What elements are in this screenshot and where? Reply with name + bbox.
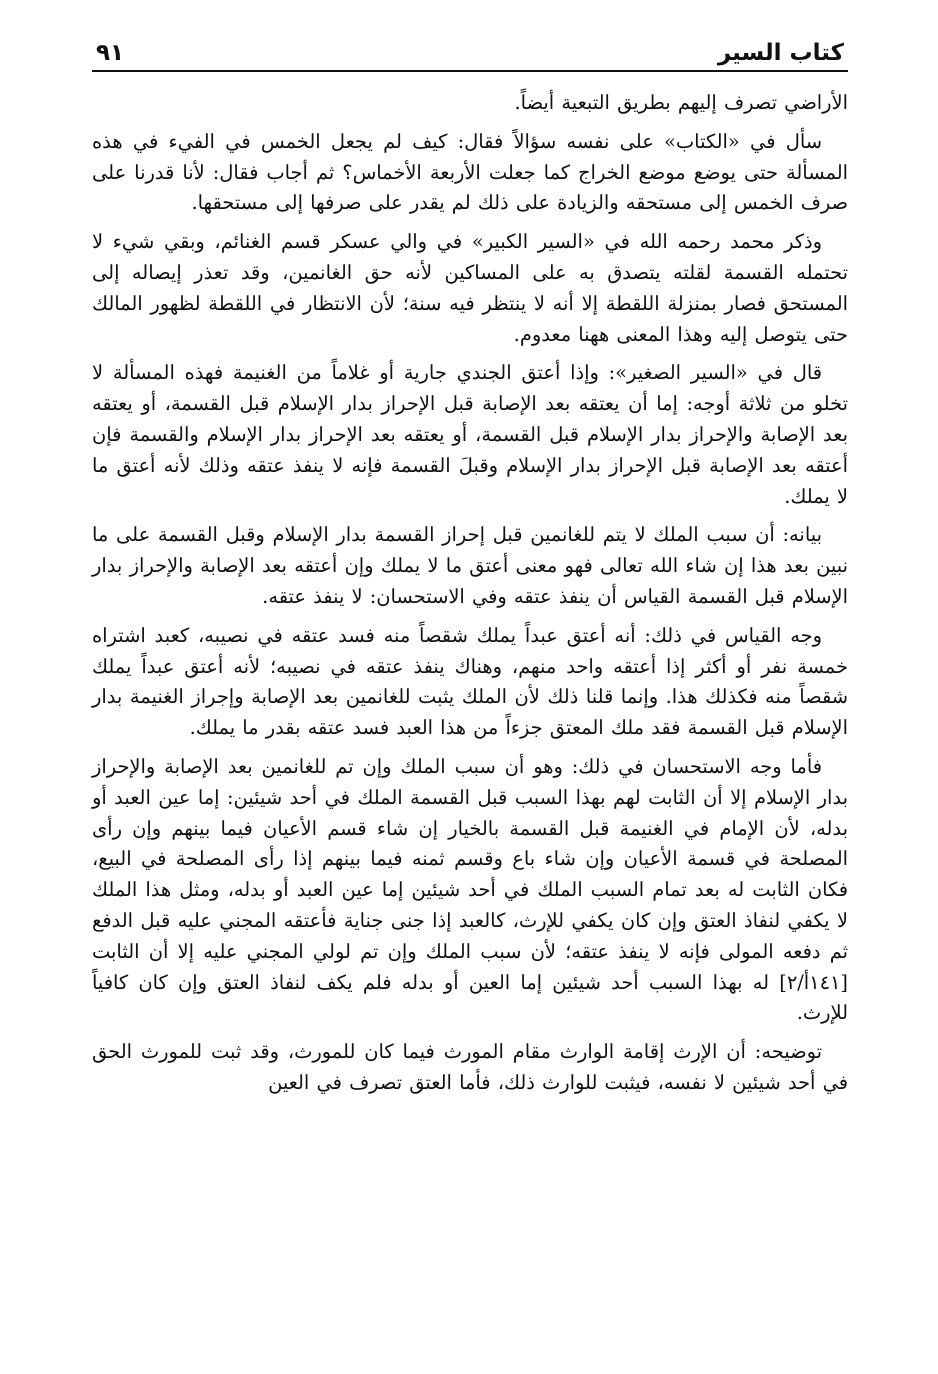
paragraph: توضيحه: أن الإرث إقامة الوارث مقام المورث فيما كان للمورث، وقد ثبت للمورث الحق في أحد شيئين لا نفسه، فيثبت للوارث ذلك، فأما العتق تصرف في العين <box>92 1040 848 1094</box>
paragraph: وذكر محمد رحمه الله في «السير الكبير» في والي عسكر قسم الغنائم، وبقي شيء لا تحتمله القسمة لقلته يتصدق به على المساكين لأنه حق الغانمين، وقد تعذر إيصاله إلى المستحق فصار بمنزلة اللقطة إلا أنه لا ينتظر فيه سنة؛ لأن الانتظار في اللقطة لظهور المالك حتى يتوصل إليه وهذا المعنى ههنا معدوم. <box>92 230 849 346</box>
paragraph: بيانه: أن سبب الملك لا يتم للغانمين قبل إحراز القسمة بدار الإسلام وقبل القسمة على ما نبين بعد هذا إن شاء الله تعالى فهو معنى أعتق ما لا يملك وإن أعتقه بعد الإصابة والإحراز بدار الإسلام قبل القسمة القياس أن ينفذ عتقه وفي الاستحسان: لا ينفذ عتقه. <box>92 523 848 608</box>
body-text <box>92 88 848 1099</box>
page-number: ٩١ <box>96 40 125 66</box>
paragraph: وجه القياس في ذلك: أنه أعتق عبداً يملك شقصاً منه فسد عتقه في نصيبه، كعبد اشتراه خمسة نفر أو أكثر إذا أعتقه واحد منهم، وهناك ينفذ عتقه في نصيبه؛ لأنه أعتق عبداً يملك شقصاً منه فكذلك هذا. وإنما قلنا ذلك لأن الملك يثبت للغانمين بعد الإصابة وإجراز الغنيمة بدار الإسلام قبل القسمة فقد ملك المعتق جزءاً من هذا العبد فسد عتقه بقدر ما يملك. <box>92 623 848 740</box>
book-page <box>92 30 848 1350</box>
running-title: كتاب السير <box>717 40 844 66</box>
paragraph: فأما وجه الاستحسان في ذلك: وهو أن سبب الملك وإن تم للغانمين بعد الإصابة والإحراز بدار الإسلام إلا أن الثابت لهم بهذا السبب قبل القسمة الملك في أحد شيئين: إما عين العبد أو بدله، لأن الإمام في الغنيمة قبل القسمة بالخيار إن شاء قسم الأعيان فيما بينهم وإن رأى المصلحة في قسمة الأعيان وإن شاء باع وقسم ثمنه فيما بينهم إذا رأى المصلحة في البيع، فكان الثابت له بعد تمام السبب الملك في أحد شيئين إما عين العبد أو بدله، ومثل هذا الملك لا يكفي لنفاذ العتق وإن كان يكفي للإرث، كالعبد إذا جنى جناية فأعتقه المجني عليه قبل الدفع ثم دفعه المولى فإنه لا ينفذ عتقه؛ لأن سبب الملك وإن تم لولي المجني عليه إلا أن الثابت [١٤١أ/٢] له بهذا السبب أحد شيئين إما العين أو بدله فلم يكف لنفاذ العتق وإن كان كافياً للإرث. <box>92 754 848 1025</box>
page-header <box>92 30 848 72</box>
paragraph: قال في «السير الصغير»: وإذا أعتق الجندي جارية أو غلاماً من الغنيمة فهذه المسألة لا تخلو من ثلاثة أوجه: إما أن يعتقه بعد الإصابة قبل الإحراز بدار الإسلام قبل القسمة، أو يعتقه بعد الإصابة والإحراز بدار الإسلام قبل القسمة، أو يعتقه بعد الإحراز بدار الإسلام والقسمة فإن أعتقه بعد الإصابة قبل الإحراز بدار الإسلام وقبلَ القسمة فإنه لا ينفذ عتقه وذلك لأنه أعتق ما لا يملك. <box>92 361 848 508</box>
paragraph: الأراضي تصرف إليهم بطريق التبعية أيضاً. <box>514 91 848 114</box>
paragraph: سأل في «الكتاب» على نفسه سؤالاً فقال: كيف لم يجعل الخمس في الفيء في هذه المسألة حتى يوضع موضع الخراج كما جعلت الأربعة الأخماس؟ ثم أجاب فقال: لأنا قدرنا على صرف الخمس إلى مستحقه والزيادة على ذلك لم يقدر على صرفها إلى مستحقها. <box>92 129 848 215</box>
